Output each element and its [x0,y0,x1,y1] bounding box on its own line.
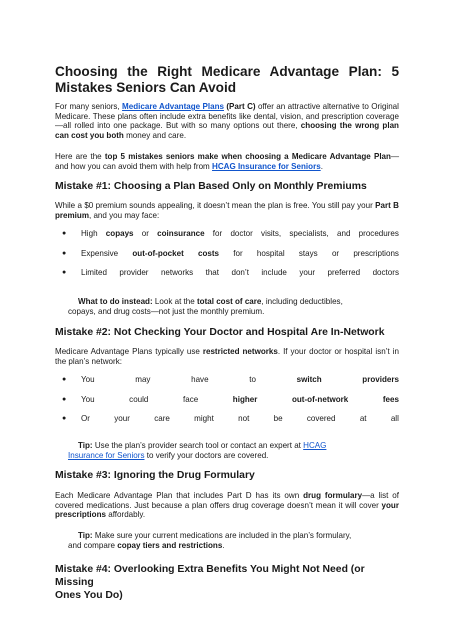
intro-paragraph-1: For many seniors, Medicare Advantage Plans (Part C) offer an attractive alternative to Original Medicare. These plans often include extra benefits like dental, vision, and prescription coverage—all rolled into one package. But with so many options out there, choosing the wrong plan can cost you both money and care. [55,102,399,140]
mistake-3-heading: Mistake #3: Ignoring the Drug Formulary [55,470,255,481]
mistake-2-tip: Tip: Use the plan’s provider search tool or contact an expert at HCAG Insurance for Seniors to verify your doctors are covered. [68,441,327,460]
hcag-link-2[interactable]: Insurance for Seniors [68,451,145,460]
bullet-icon: ● [62,269,67,276]
hcag-insurance-link[interactable]: HCAG Insurance for Seniors [212,161,321,171]
mistake-3-paragraph: Each Medicare Advantage Plan that includes Part D has its own drug formulary—a list of covered medications. Just because a plan offers drug coverage doesn’t mean it will cover your prescriptions affordably. [55,491,399,520]
bullet-icon: ● [62,396,67,403]
mistake-1-bullet-1: ● High copays or coinsurance for doctor visits, specialists, and procedures [62,229,399,238]
bullet-icon: ● [62,230,67,237]
mistake-1-paragraph: While a $0 premium sounds appealing, it doesn’t mean the plan is free. You still pay your Part B premium, and you may face: [55,201,399,220]
bullet-icon: ● [62,376,67,383]
mistake-1-note: What to do instead: Look at the total cost of care, including deductibles, copays, and drug costs—not just the monthly premium. [68,297,343,316]
mistake-3-tip: Tip: Make sure your current medications are included in the plan’s formulary, and compare copay tiers and restrictions. [68,531,352,550]
mistake-2-paragraph: Medicare Advantage Plans typically use restricted networks. If your doctor or hospital isn’t in the plan’s network: [55,347,399,366]
hcag-link-1[interactable]: HCAG [303,441,327,450]
medicare-advantage-plans-link[interactable]: Medicare Advantage Plans [122,102,224,111]
mistake-2-bullet-3: ● Or your care might not be covered at all [62,414,399,423]
mistake-1-heading: Mistake #1: Choosing a Plan Based Only on Monthly Premiums [55,181,367,192]
intro-paragraph-2: Here are the top 5 mistakes seniors make when choosing a Medicare Advantage Plan—and how you can avoid them with help from HCAG Insurance for Seniors. [55,152,399,171]
mistake-2-bullet-2: ● You could face higher out-of-network fees [62,395,399,404]
mistake-1-bullet-3: ● Limited provider networks that don’t include your preferred doctors [62,268,399,277]
title-line-2: Mistakes Seniors Can Avoid [55,80,237,95]
title-line-1: Choosing the Right Medicare Advantage Plan: 5 [55,64,399,79]
mistake-4-heading: Mistake #4: Overlooking Extra Benefits You Might Not Need (or Missing Ones You Do) [55,564,365,601]
mistake-2-bullet-1: ● You may have to switch providers [62,375,399,384]
mistake-2-heading: Mistake #2: Not Checking Your Doctor and Hospital Are In-Network [55,327,385,338]
bullet-icon: ● [62,250,67,257]
bullet-icon: ● [62,415,67,422]
mistake-1-bullet-2: ● Expensive out-of-pocket costs for hospital stays or prescriptions [62,249,399,258]
document-title [55,64,399,96]
